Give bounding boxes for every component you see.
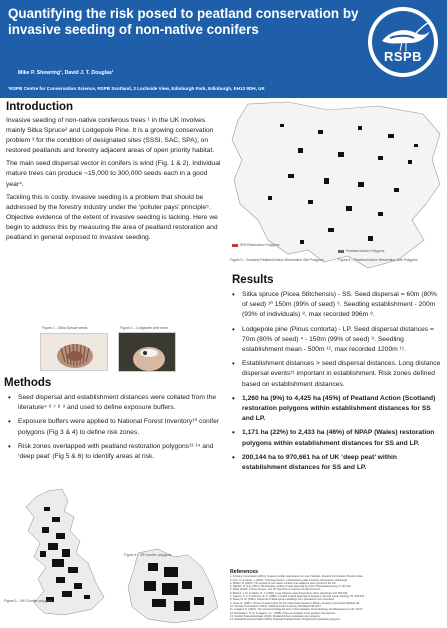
introduction-heading: Introduction — [6, 101, 74, 113]
introduction-paragraph: The main seed dispersal vector in conifers is wind (Fig. 1 & 2). Individual mature trees can produce ~15,000 to 300,000 seeds each in a good year⁴. — [6, 160, 221, 188]
reference-item: 4. Nathan, R. et al. (2011). Mechanistic models of seed dispersal by wind. Theoretical Ecology 4: 113-132. — [230, 585, 352, 589]
methods-list — [8, 393, 222, 466]
figure-2-caption: Figure 2 – Lodgepole pine seed — [120, 326, 168, 330]
figure-3-caption: Figure 3 – NFI Conifer polygons — [4, 599, 53, 603]
methods-bullet: • Risk zones overlapped with peatland restoration polygons¹³ ¹⁴ and ‘deep peat’ (Fig 5 & 6) to identify areas at risk. — [8, 442, 222, 462]
poster-header — [0, 0, 447, 98]
references-heading: References — [230, 569, 258, 575]
reference-item: 13. Scottish Natural Heritage (2018). Peatland Action restoration site polygons. — [230, 614, 321, 618]
figure-4-map — [118, 547, 226, 625]
introduction-paragraph: Tackling this is costly. Invasive seeding is a problem that should be addressed by the forestry industry under the ‘polluter pays’ principle⁵. Objective evidence of the extent of invasive seeding is lacking. Here we begin to address this by measuring the area of peatland restoration and peatland in general exposed to invasive seeding. — [6, 193, 218, 242]
references-section — [230, 571, 442, 621]
results-bullet: • 1,260 ha (9%) to 4,425 ha (45%) of Peatland Action (Scotland) restoration polygons within establishment distances for SS and LP. — [232, 394, 442, 425]
reference-item: 9. Lines, R. (1987). Choice of seed origins for the main forest species in Britain. Forestry Commission Bulletin 66. — [230, 601, 360, 605]
reference-item: 6. Bullock, J. M. & Clarke, R. T. (2000). Long distance seed dispersal by wind. Oecologia 124: 506-521. — [230, 591, 349, 595]
reference-item: 5. Defra (2018). A Green Future: Our 25 Year Plan to Improve the Environment. — [230, 588, 321, 592]
lodgepole-pine-seed-image — [119, 333, 176, 372]
methods-bullet: • Exposure buffers were applied to National Forest Inventory¹⁰ conifer polygons (Fig 3 & 4) to define risk zones. — [8, 417, 222, 437]
methods-bullet: • Seed dispersal and establishment distances were collated from the literature⁴ ⁶ ⁷ ⁸ ⁹ and used to define exposure buffers. — [8, 393, 222, 413]
reference-item: 11. Ledgard, N. (2001). The spread of lodgepole pine in New Zealand. Forest Ecology and Management 141: 43-57. — [230, 608, 364, 612]
reference-item: 7. Greene, D. F. & Johnson, E. A. (1989). A model of wind dispersal of winged or plumed seeds. Ecology 70: 339-347. — [230, 595, 365, 599]
figure-1-photo — [40, 333, 108, 371]
figure-6-caption: Figure 6 – Peatland Action Restoration Site Polygons — [338, 258, 418, 262]
figure-4-caption: Figure 4 – NFI conifer polygons — [124, 553, 172, 557]
poster-title: Quantifying the risk posed to peatland conservation by invasive seeding of non-native conifers — [8, 6, 359, 37]
results-heading: Results — [232, 274, 274, 286]
figure-1-caption: Figure 1 – Sitka Spruce seeds — [42, 326, 88, 330]
figure-5-legend: SPA Restoration Polygons — [240, 243, 280, 247]
reference-item: 8. Shaw, M. W. (1981). Dispersal of Sitka spruce seedlings from plantations onto moorland. — [230, 598, 335, 602]
introduction-body — [6, 116, 221, 246]
results-bullet: • Establishment distances > seed dispersal distances. Long distance dispersal events¹¹ important in establishment. Risk zones defined based on establishment distances. — [232, 359, 442, 390]
figure-2-photo — [118, 332, 176, 372]
rspb-logo — [368, 7, 438, 77]
poster-authors: Mike P. Shewring¹, David J. T. Douglas¹ — [18, 70, 114, 76]
figure-6-legend: Peatland Action Polygons — [346, 249, 385, 253]
reference-item: 2. Kerr, G. & Haufe, J. (2011). Thinning practice: a silvicultural guide. Forestry Commission, Edinburgh. — [230, 578, 348, 582]
figure-5-caption: Figure 5 – Scotland Peatland Action Restoration Site Polygons — [230, 258, 324, 262]
methods-heading: Methods — [4, 377, 52, 389]
reference-item: 12. Richardson, D. M. & Higgins, S. I. (1998). Pines as invaders in the southern hemisphere. — [230, 611, 336, 615]
figure-3-map — [4, 487, 116, 621]
reference-item: 14. Natural Resources Wales (2019). National Peatland Action Programme restoration polygons. — [230, 618, 341, 622]
poster-affiliation: ¹RSPB Centre for Conservation Science, RSPB Scotland, 2 Lochside View, Edinburgh Park, Edinburgh, EH12 9DH, UK — [8, 86, 265, 91]
results-bullet: • Lodgepole pine (Pinus contorta) - LP. Seed dispersal distances = 70m (80% of seed) ⁴ - 150m (99% of seed) ⁹. Seedling establishment mean - 500m ¹², max recorded 1200m ¹¹. — [232, 325, 442, 356]
reference-item: 3. Wilson, B. (2015). The spread of non-native conifers onto adjacent open ground in the UK. — [230, 581, 337, 585]
results-bullet: • Sitka spruce (Picea Stitchensis) - SS. Seed dispersal = 60m (80% of seed) ¹⁰ 150m (99% of seed) ⁹. Seedling establishment - 200m (93% of individuals) ⁸, max recorded 996m ⁸. — [232, 290, 442, 321]
sitka-spruce-seeds-image — [41, 334, 109, 372]
results-bullet: • 200,144 ha to 970,661 ha of UK ‘deep peat’ within establishment distances for SS and LP. — [232, 453, 442, 473]
results-bullet: • 1,171 ha (22%) to 2,433 ha (46%) of NPAP (Wales) restoration polygons within establishment distances for SS and LP. — [232, 428, 442, 448]
reference-item: 10. Forestry Commission (2017). National Forest Inventory Woodland GB 2017. — [230, 604, 322, 608]
introduction-paragraph: Invasive seeding of non-native coniferous trees ¹ in the UK involves mainly Sitka Spruce² and Lodgepole Pine. It is a growing conservation problem ³ for the condition of designated sites (SSSI, SAC, SPA); on restored peatlands and forestry adjacent areas of open priority habitat. — [6, 117, 215, 155]
figure-5-map — [228, 100, 443, 270]
reference-item: 1. Forestry Commission (2014). Invasive conifer regeneration on open habitats. Forestry Commission Practice Note. — [230, 575, 364, 579]
results-list — [232, 290, 442, 477]
logo-text: RSPB — [383, 49, 423, 64]
